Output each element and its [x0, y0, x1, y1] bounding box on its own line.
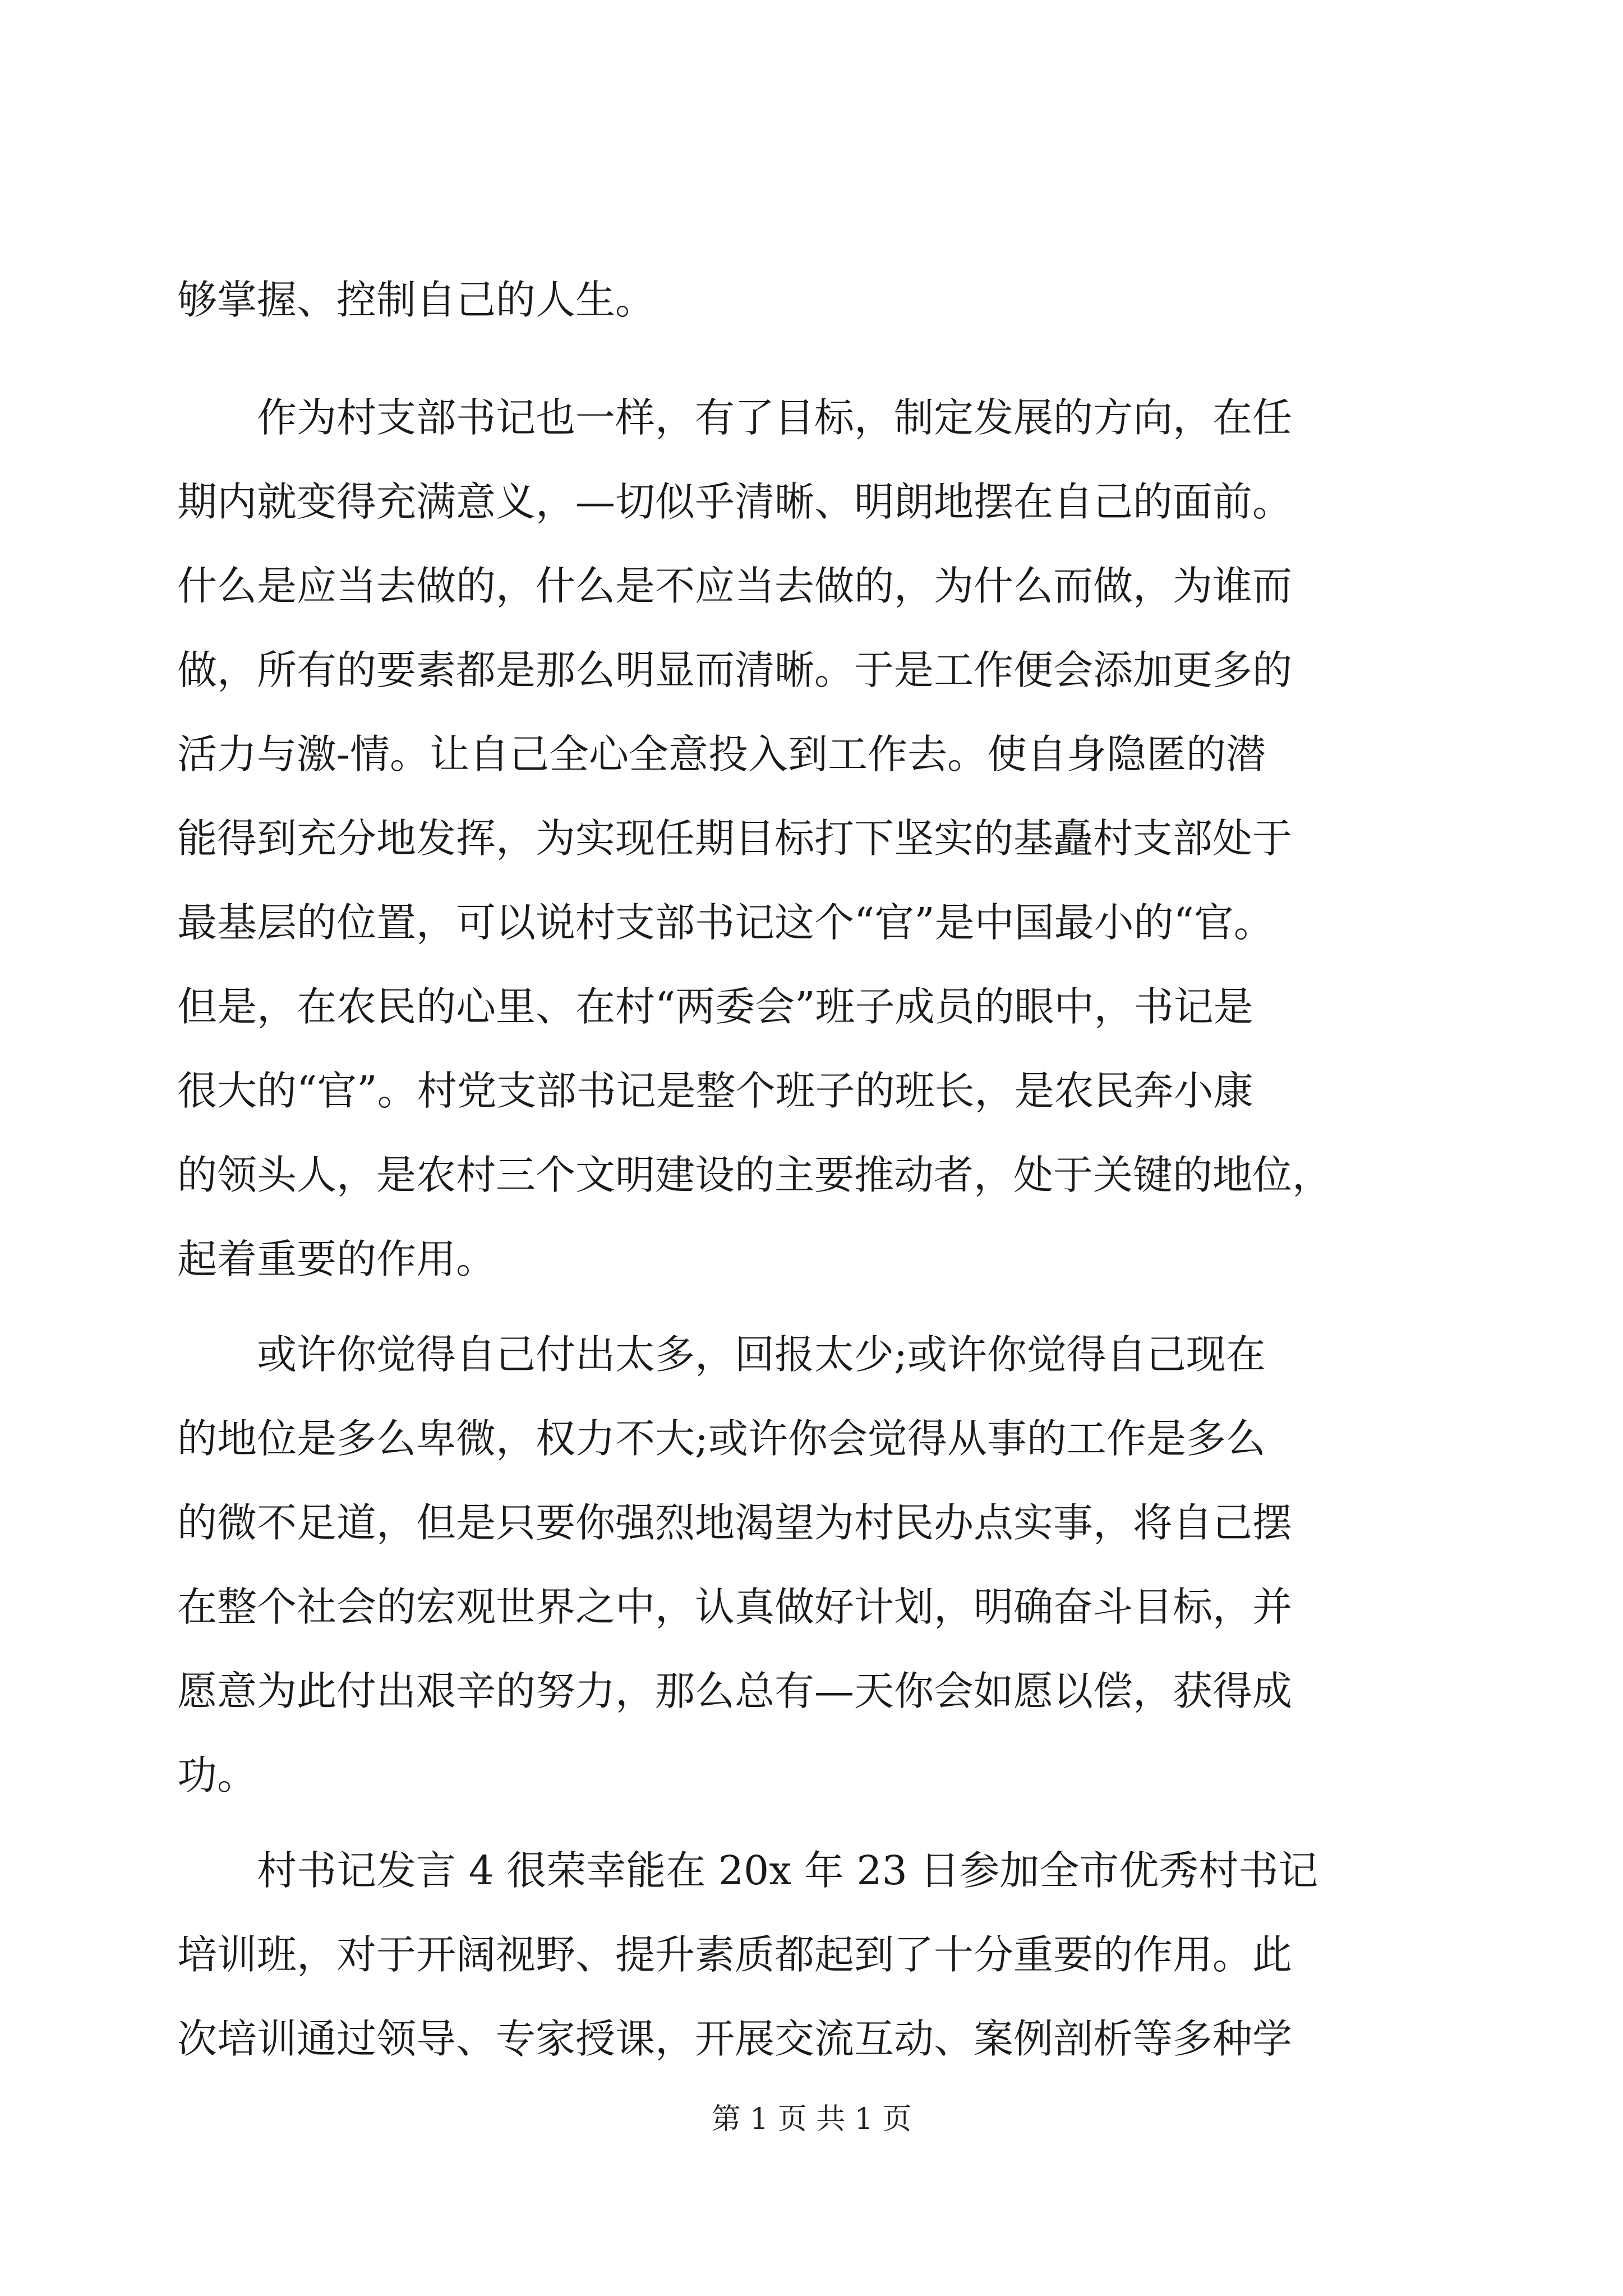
text-line: 什么是应当去做的，什么是不应当去做的，为什么而做，为谁而 [177, 563, 1293, 609]
text-line: 期内就变得充满意义，—切似乎清晰、明朗地摆在自己的面前。 [177, 478, 1293, 525]
text-line: 作为村支部书记也一样，有了目标，制定发展的方向，在任 [177, 394, 1293, 441]
text-line: 很大的“官”。村党支部书记是整个班子的班长，是农民奔小康 [177, 1068, 1253, 1114]
text-line: 的地位是多么卑微，权力不大;或许你会觉得从事的工作是多么 [177, 1415, 1266, 1462]
text-line: 起着重要的作用。 [177, 1236, 496, 1282]
text-line: 或许你觉得自己付出太多，回报太少;或许你觉得自己现在 [177, 1331, 1266, 1378]
text-line: 功。 [177, 1752, 257, 1798]
text-line: 最基层的位置，可以说村支部书记这个“官”是中国最小的“官。 [177, 899, 1274, 946]
text-line: 培训班，对于开阔视野、提升素质都起到了十分重要的作用。此 [177, 1931, 1293, 1978]
text-line: 够掌握、控制自己的人生。 [177, 277, 656, 323]
text-line: 的微不足道，但是只要你强烈地渴望为村民办点实事，将自己摆 [177, 1499, 1293, 1546]
text-line: 做，所有的要素都是那么明显而清晰。于是工作便会添加更多的 [177, 647, 1293, 693]
text-line: 活力与激-情。让自己全心全意投入到工作去。使自身隐匿的潜 [177, 731, 1266, 777]
page-footer: 第 1 页 共 1 页 [711, 2102, 912, 2136]
text-line: 但是，在农民的心里、在村“两委会”班子成员的眼中，书记是 [177, 983, 1253, 1030]
text-line: 村书记发言 4 很荣幸能在 20x 年 23 日参加全市优秀村书记 [177, 1847, 1318, 1894]
text-line: 在整个社会的宏观世界之中，认真做好计划，明确奋斗目标，并 [177, 1584, 1293, 1630]
text-line: 愿意为此付出艰辛的努力，那么总有—天你会如愿以偿，获得成 [177, 1668, 1293, 1714]
text-line: 次培训通过领导、专家授课，开展交流互动、案例剖析等多种学 [177, 2016, 1293, 2062]
text-line: 能得到充分地发挥，为实现任期目标打下坚实的基矗村支部处于 [177, 815, 1293, 862]
text-line: 的领头人，是农村三个文明建设的主要推动者，处于关键的地位， [177, 1152, 1332, 1198]
